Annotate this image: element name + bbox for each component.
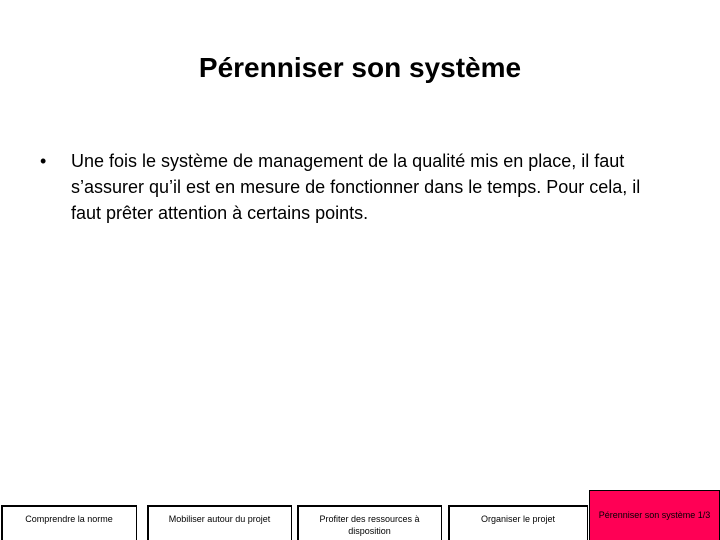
nav-tab-label: Organiser le projet <box>480 514 556 524</box>
slide-title: Pérenniser son système <box>198 52 522 83</box>
nav-tab-label: Comprendre la norme <box>25 514 113 524</box>
nav-tab-label: Profiter des ressources à disposition <box>319 514 420 536</box>
nav-tab-perenniser-son-systeme-active[interactable] <box>589 490 720 540</box>
nav-tab-label: Mobiliser autour du projet <box>168 514 271 524</box>
bullet-text: Une fois le système de management de la qualité mis en place, il faut s’assurer qu’il est en mesure de fonctionner dans le temps. Pour cela, il faut prêter attention à certains points. <box>71 151 641 223</box>
nav-tab-comprendre-la-norme[interactable] <box>1 505 137 540</box>
bullet-marker: • <box>40 151 47 171</box>
bullet-item <box>40 148 680 226</box>
navigation-bar <box>0 490 720 540</box>
nav-tab-label: Pérenniser son système 1/3 <box>598 510 711 520</box>
nav-tab-profiter-des-ressources[interactable] <box>297 505 442 540</box>
nav-tab-organiser-le-projet[interactable] <box>448 505 588 540</box>
nav-tab-mobiliser-autour-du-projet[interactable] <box>147 505 292 540</box>
bullet-list <box>40 148 680 226</box>
